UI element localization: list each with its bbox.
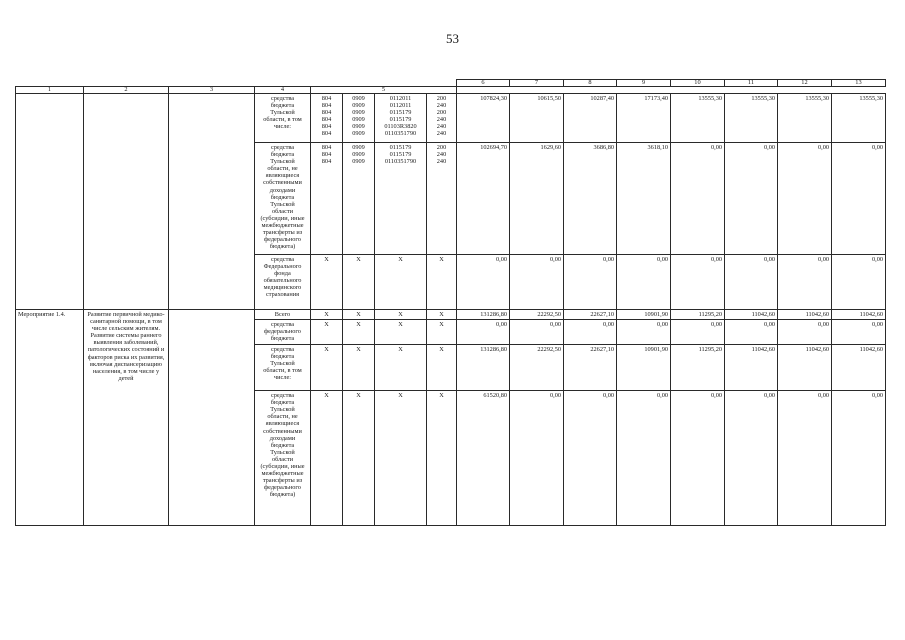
funding-source-cell: средства Федерального фонда обязательного медицинского страхования [255, 255, 311, 310]
funding-source-cell: средства бюджета Тульской области, не являющиеся собственными доходами бюджета Тульской области (субсидии, иные межбюджетные трансферты из федерального бюджета) [255, 391, 311, 526]
amount-cell: 0,00 [510, 391, 564, 526]
code-grbs-cell: X [311, 310, 343, 320]
amount-cell: 131286,80 [457, 310, 510, 320]
amount-cell: 0,00 [510, 320, 564, 345]
amount-cell: 13555,30 [832, 94, 886, 143]
code-grbs-cell: 804 804 804 [311, 143, 343, 255]
header-col-6: 6 [457, 80, 510, 87]
code-section-cell: X [343, 255, 375, 310]
code-type-cell: X [427, 391, 457, 526]
table-body [16, 80, 886, 526]
code-target-cell: 0112011 0112011 0115179 0115179 01103R3820 0110351790 [375, 94, 427, 143]
code-section-cell: X [343, 391, 375, 526]
code-type-cell: X [427, 320, 457, 345]
table-row [16, 310, 886, 320]
table-row [16, 94, 886, 143]
amount-cell: 0,00 [725, 143, 778, 255]
header-col-2: 2 [84, 87, 169, 94]
amount-cell: 0,00 [832, 143, 886, 255]
amount-cell: 107824,30 [457, 94, 510, 143]
amount-cell: 131286,80 [457, 345, 510, 391]
amount-cell: 0,00 [832, 391, 886, 526]
amount-cell: 0,00 [671, 143, 725, 255]
code-section-cell: X [343, 310, 375, 320]
amount-cell: 11042,60 [778, 345, 832, 391]
amount-cell: 22627,10 [564, 310, 617, 320]
code-grbs-cell: X [311, 391, 343, 526]
amount-cell: 0,00 [671, 391, 725, 526]
amount-cell: 102694,70 [457, 143, 510, 255]
code-target-cell: X [375, 255, 427, 310]
amount-cell: 11295,20 [671, 345, 725, 391]
amount-cell: 0,00 [457, 320, 510, 345]
measure-title-cell [84, 94, 169, 310]
code-type-cell: X [427, 310, 457, 320]
amount-cell: 0,00 [778, 320, 832, 345]
executor-cell [169, 310, 255, 526]
amount-cell: 61520,80 [457, 391, 510, 526]
measure-code-cell [16, 94, 84, 310]
header-col-7: 7 [510, 80, 564, 87]
funding-source-cell: Всего [255, 310, 311, 320]
page-number: 53 [446, 31, 459, 46]
amount-cell: 10615,50 [510, 94, 564, 143]
header-col-9: 9 [617, 80, 671, 87]
amount-cell: 0,00 [832, 255, 886, 310]
amount-cell: 3686,80 [564, 143, 617, 255]
amount-cell: 3618,10 [617, 143, 671, 255]
header-col-1: 1 [16, 87, 84, 94]
measure-code-cell: Мероприятие 1.4. [16, 310, 84, 526]
amount-cell: 0,00 [617, 320, 671, 345]
header-col-10: 10 [671, 80, 725, 87]
amount-cell: 13555,30 [671, 94, 725, 143]
code-type-cell: 200 240 240 [427, 143, 457, 255]
amount-cell: 10901,90 [617, 310, 671, 320]
amount-cell: 0,00 [778, 143, 832, 255]
funding-source-cell: средства федерального бюджета [255, 320, 311, 345]
header-col-12: 12 [778, 80, 832, 87]
header-row [16, 87, 886, 94]
header-col-8: 8 [564, 80, 617, 87]
code-target-cell: 0115179 0115179 0110351790 [375, 143, 427, 255]
funding-source-cell: средства бюджета Тульской области, в том числе: [255, 345, 311, 391]
code-section-cell: 0909 0909 0909 0909 0909 0909 [343, 94, 375, 143]
amount-cell: 11042,60 [832, 310, 886, 320]
code-section-cell: X [343, 320, 375, 345]
amount-cell: 0,00 [671, 255, 725, 310]
code-grbs-cell: X [311, 345, 343, 391]
funding-source-cell: средства бюджета Тульской области, не являющиеся собственными доходами бюджета Тульской области (субсидии, иные межбюджетные трансферты из федерального бюджета) [255, 143, 311, 255]
amount-cell: 0,00 [510, 255, 564, 310]
code-type-cell: X [427, 255, 457, 310]
amount-cell: 22627,10 [564, 345, 617, 391]
amount-cell: 22292,50 [510, 345, 564, 391]
code-target-cell: X [375, 320, 427, 345]
header-col-4: 4 [255, 87, 311, 94]
code-type-cell: X [427, 345, 457, 391]
header-col-3: 3 [169, 87, 255, 94]
amount-cell: 0,00 [832, 320, 886, 345]
amount-cell: 11042,60 [778, 310, 832, 320]
code-target-cell: X [375, 310, 427, 320]
amount-cell: 0,00 [564, 320, 617, 345]
amount-cell: 13555,30 [778, 94, 832, 143]
code-target-cell: X [375, 391, 427, 526]
amount-cell: 1629,60 [510, 143, 564, 255]
code-grbs-cell: 804 804 804 804 804 804 [311, 94, 343, 143]
measure-title-cell: Развитие первичной медико-санитарной помощи, в том числе сельским жителям. Развитие системы раннего выявления заболеваний, патологических состояний и факторов риска их развития, включая диспансеризацию населения, в том числе у детей [84, 310, 169, 526]
amount-cell: 11042,60 [832, 345, 886, 391]
amount-cell: 0,00 [778, 255, 832, 310]
budget-table [15, 79, 886, 526]
header-col-11: 11 [725, 80, 778, 87]
amount-cell: 0,00 [564, 255, 617, 310]
amount-cell: 0,00 [671, 320, 725, 345]
header-row-top [16, 80, 886, 87]
amount-cell: 13555,30 [725, 94, 778, 143]
header-col-5: 5 [311, 87, 457, 94]
amount-cell: 0,00 [457, 255, 510, 310]
header-col-13: 13 [832, 80, 886, 87]
amount-cell: 0,00 [564, 391, 617, 526]
code-target-cell: X [375, 345, 427, 391]
code-grbs-cell: X [311, 320, 343, 345]
amount-cell: 11042,60 [725, 345, 778, 391]
amount-cell: 10901,90 [617, 345, 671, 391]
executor-cell [169, 94, 255, 310]
amount-cell: 0,00 [778, 391, 832, 526]
amount-cell: 0,00 [725, 320, 778, 345]
amount-cell: 17173,40 [617, 94, 671, 143]
code-section-cell: X [343, 345, 375, 391]
code-section-cell: 0909 0909 0909 [343, 143, 375, 255]
amount-cell: 0,00 [617, 391, 671, 526]
amount-cell: 0,00 [617, 255, 671, 310]
amount-cell: 11295,20 [671, 310, 725, 320]
amount-cell: 0,00 [725, 255, 778, 310]
code-type-cell: 200 240 200 240 240 240 [427, 94, 457, 143]
amount-cell: 22292,50 [510, 310, 564, 320]
code-grbs-cell: X [311, 255, 343, 310]
amount-cell: 0,00 [725, 391, 778, 526]
amount-cell: 11042,60 [725, 310, 778, 320]
funding-source-cell: средства бюджета Тульской области, в том числе: [255, 94, 311, 143]
amount-cell: 10287,40 [564, 94, 617, 143]
